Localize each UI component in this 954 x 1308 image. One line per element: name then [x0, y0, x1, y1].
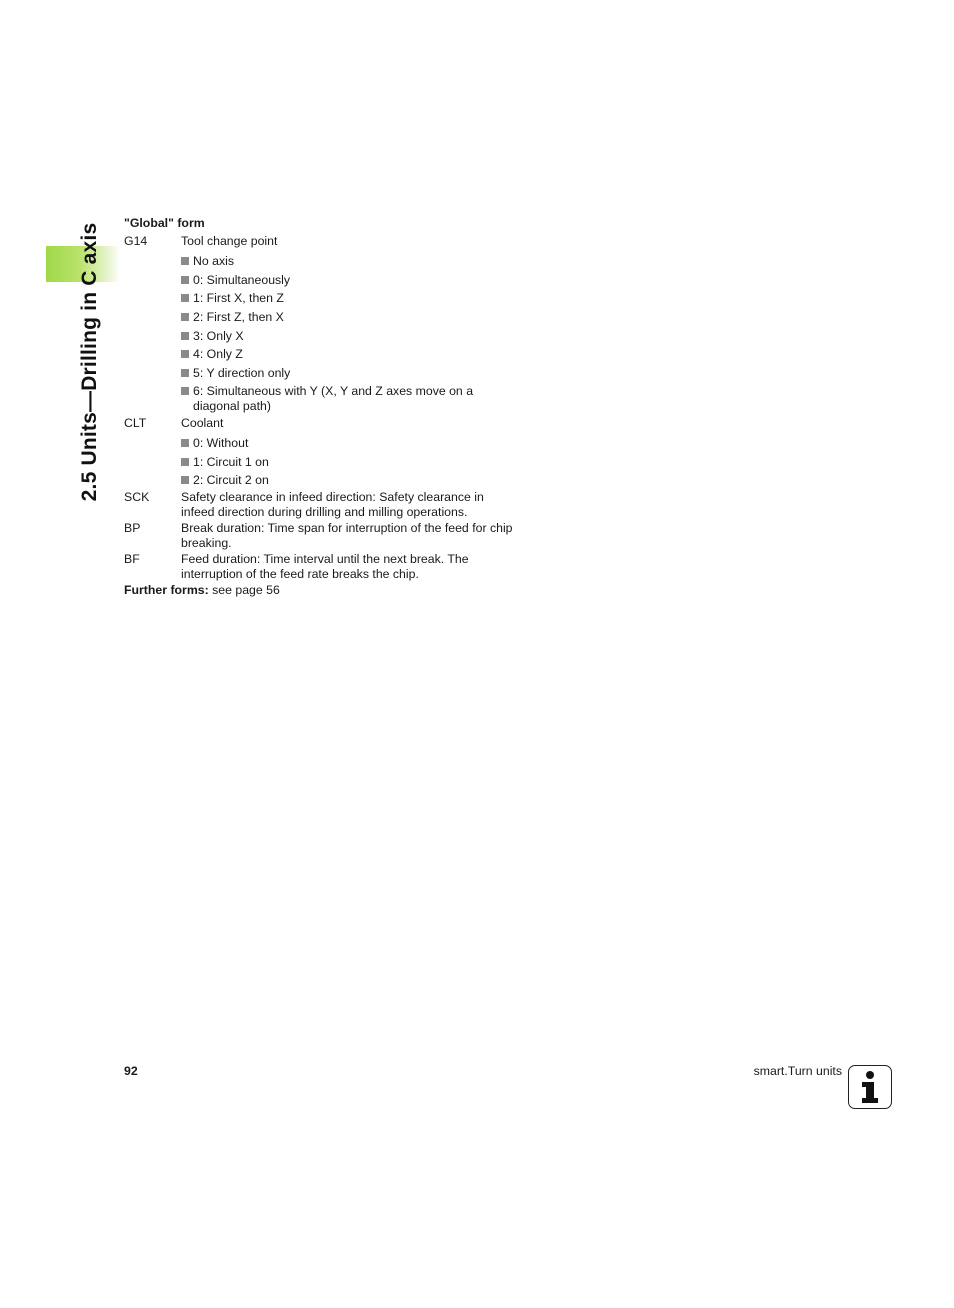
further-forms-link[interactable]: see page 56 [208, 583, 280, 598]
chapter-side-title: 2.5 Units—Drilling in C axis [78, 222, 101, 502]
square-bullet-icon [181, 350, 189, 358]
param-row-sck [124, 490, 514, 519]
param-desc: Coolant [181, 415, 224, 430]
list-item: 1: Circuit 1 on [181, 455, 514, 470]
list-item: 0: Simultaneously [181, 273, 514, 288]
param-code: G14 [124, 233, 148, 248]
square-bullet-icon [181, 369, 189, 377]
form-title: "Global" form [124, 216, 205, 230]
square-bullet-icon [181, 276, 189, 284]
param-code: BF [124, 552, 140, 567]
square-bullet-icon [181, 439, 189, 447]
list-item: 2: Circuit 2 on [181, 473, 514, 488]
square-bullet-icon [181, 387, 189, 395]
param-row-bp [124, 521, 514, 550]
param-desc: Feed duration: Time interval until the next break. The interruption of the feed rate breaks the chip. [181, 552, 469, 581]
list-item: 3: Only X [181, 329, 514, 344]
footer-title: smart.Turn units [753, 1064, 842, 1078]
square-bullet-icon [181, 294, 189, 302]
list-item: 4: Only Z [181, 347, 514, 362]
main-content [124, 216, 514, 598]
param-code: SCK [124, 489, 150, 504]
param-row-bf [124, 552, 514, 581]
param-row-g14 [124, 234, 514, 249]
list-item: 5: Y direction only [181, 366, 514, 381]
info-glyph [849, 1066, 890, 1107]
param-code: CLT [124, 415, 147, 430]
further-forms-label: Further forms: [124, 583, 209, 598]
list-item: 6: Simultaneous with Y (X, Y and Z axes move on a diagonal path) [181, 384, 514, 413]
param-desc: Safety clearance in infeed direction: Safety clearance in infeed direction during drilling and milling operations. [181, 489, 484, 519]
param-desc: Break duration: Time span for interruption of the feed for chip breaking. [181, 521, 513, 550]
option-list-g14 [181, 254, 514, 413]
param-desc: Tool change point [181, 233, 278, 248]
square-bullet-icon [181, 458, 189, 466]
list-item: 0: Without [181, 436, 514, 451]
square-bullet-icon [181, 313, 189, 321]
square-bullet-icon [181, 332, 189, 340]
info-icon [848, 1065, 892, 1109]
param-row-clt [124, 416, 514, 431]
list-item: 1: First X, then Z [181, 291, 514, 306]
square-bullet-icon [181, 257, 189, 265]
option-list-clt [181, 436, 514, 488]
further-forms-ref [124, 583, 514, 598]
square-bullet-icon [181, 476, 189, 484]
list-item: No axis [181, 254, 514, 269]
param-code: BP [124, 521, 141, 536]
list-item: 2: First Z, then X [181, 310, 514, 325]
page-number: 92 [124, 1064, 138, 1078]
